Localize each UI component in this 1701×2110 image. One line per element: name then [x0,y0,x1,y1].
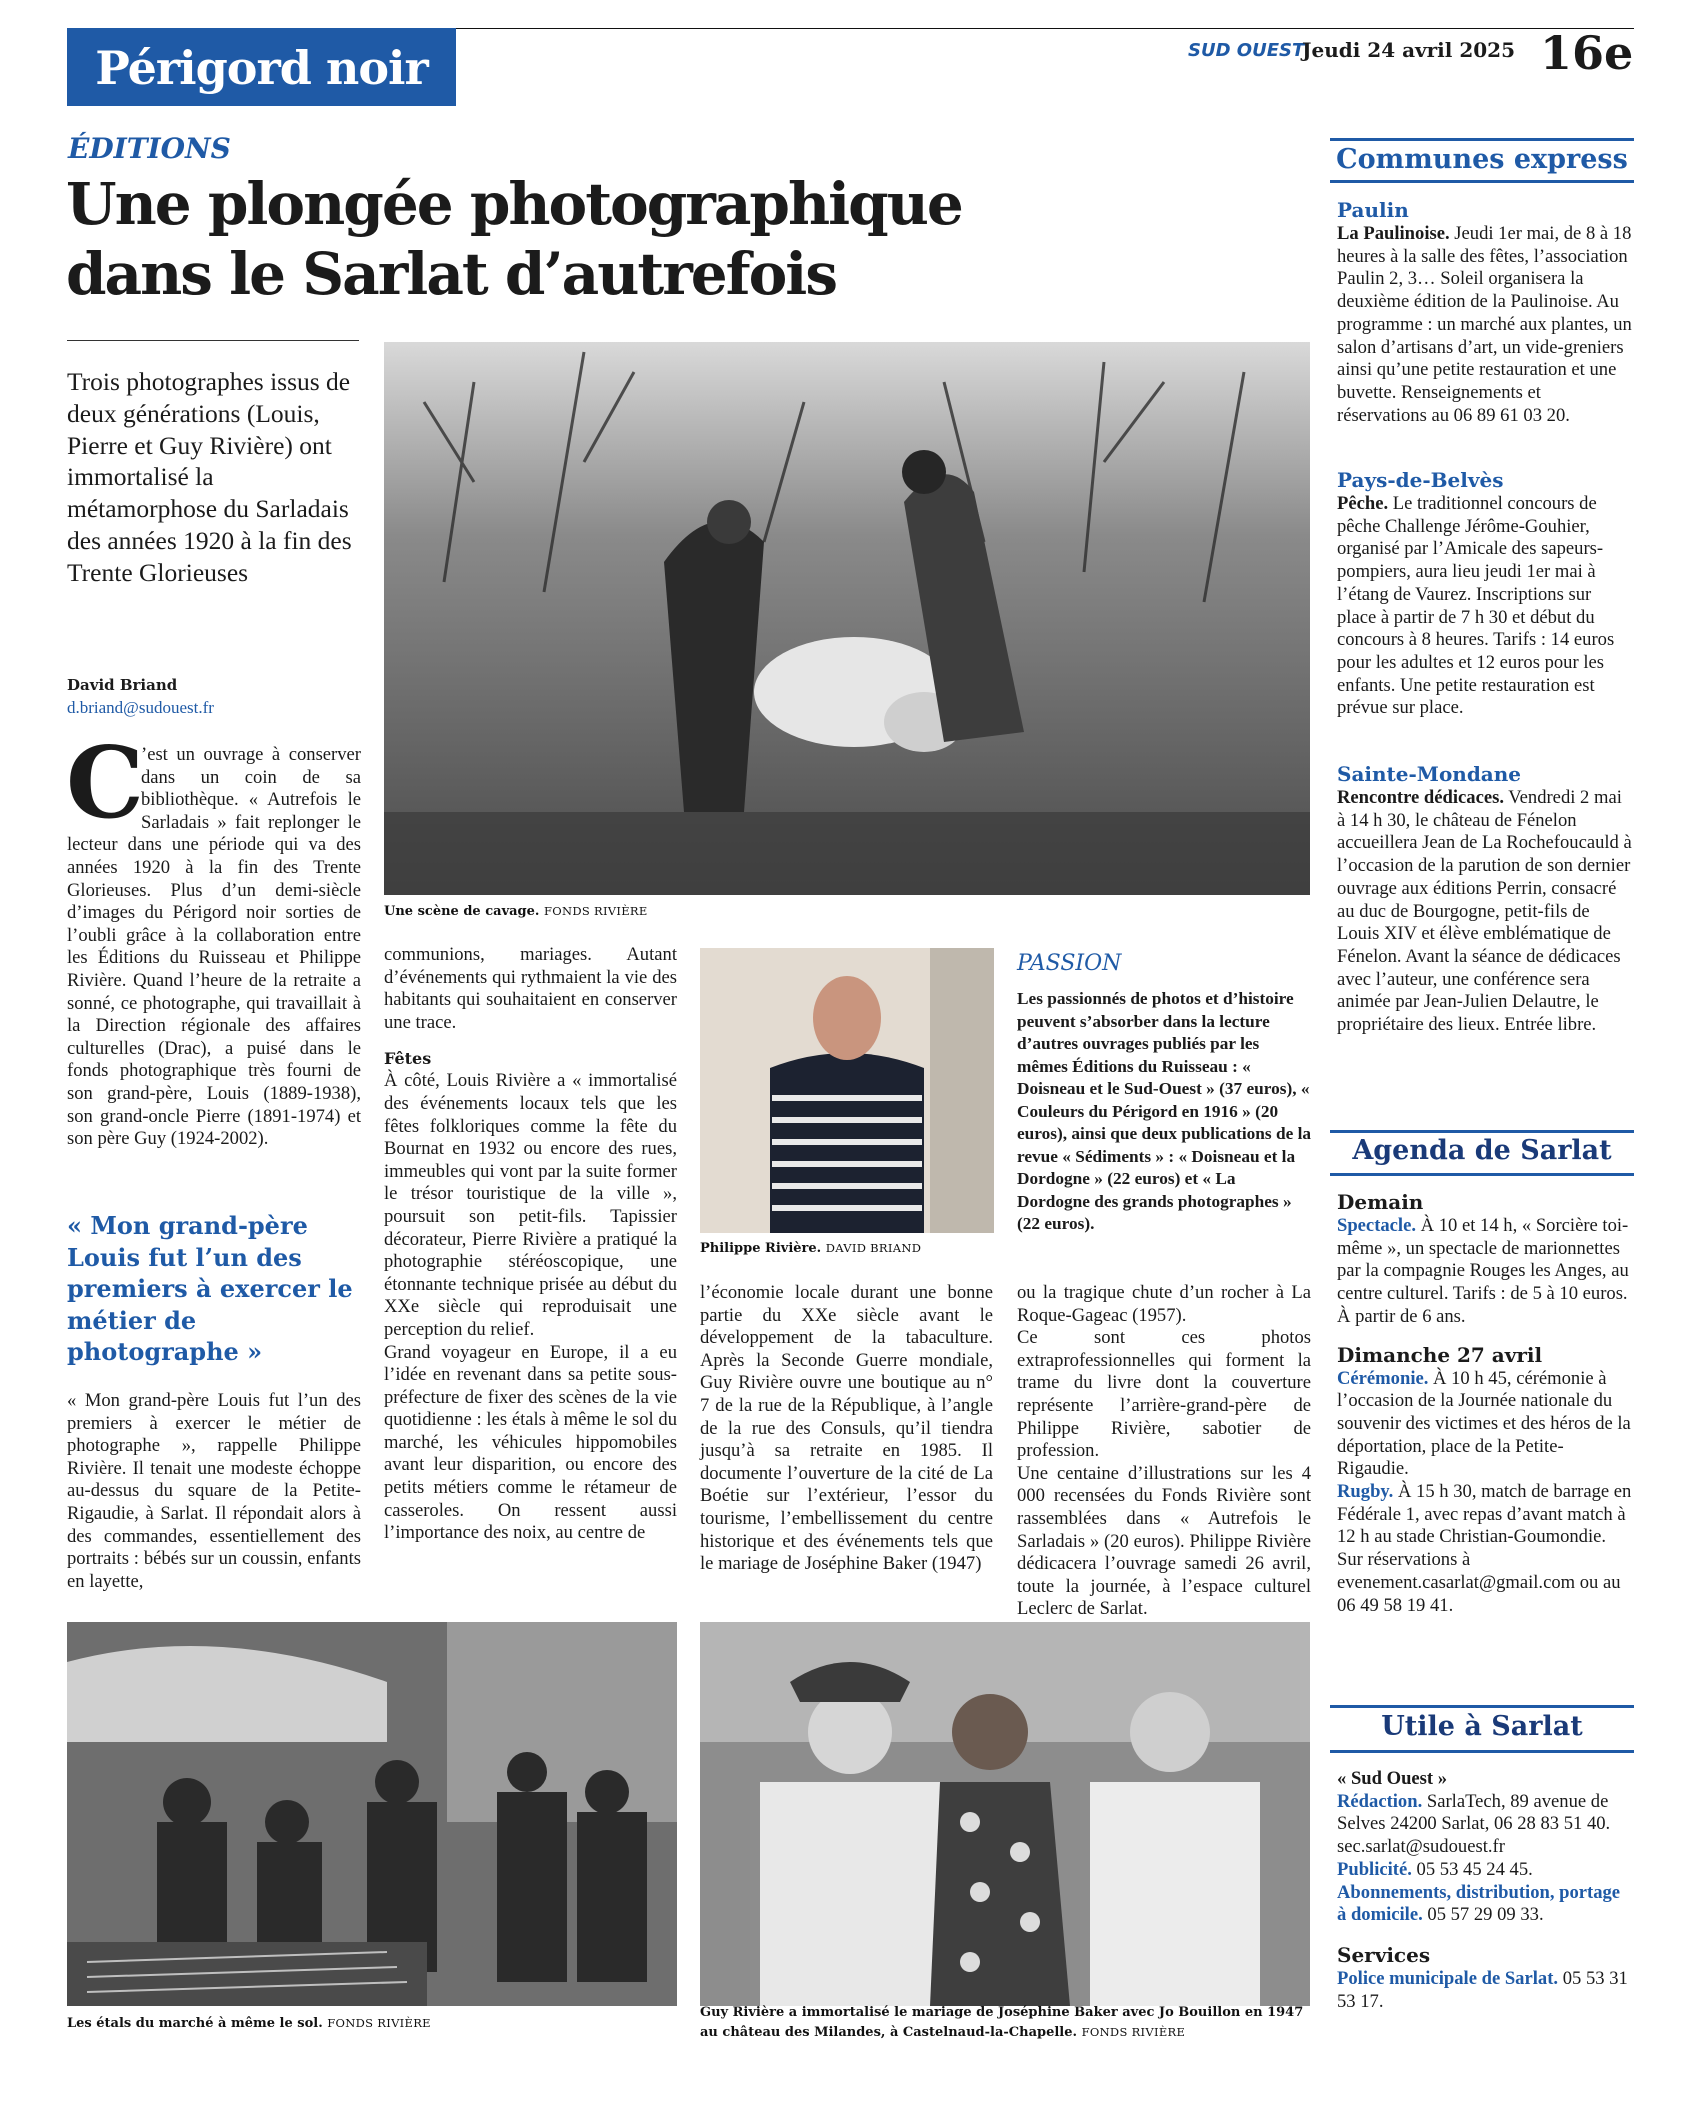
item-lead: La Paulinoise. [1337,223,1450,244]
section-title: Périgord noir [95,41,428,95]
caption-text: Philippe Rivière. [700,1241,822,1256]
lede-rule [67,340,359,341]
communes-title: Communes express [1336,144,1628,175]
paper-name: SUD OUEST [1188,40,1305,61]
agenda-text: À 10 et 14 h, « Sorcière toi-même », un spectacle de marionnettes par la compagnie Rouges les Anges, au centre culturel. Tarifs : de 5 à 10 euros. À partir de 6 ans. [1337,1215,1629,1327]
agenda-keyword: Rugby. [1337,1481,1394,1503]
paragraph: ou la tragique chute d’un rocher à La Roque-Gageac (1957). [1017,1282,1311,1326]
photo-josephine-baker-wedding [700,1622,1310,2006]
utile-title: Utile à Sarlat [1381,1711,1583,1742]
agenda-day: Dimanche 27 avril [1337,1342,1543,1367]
utile-keyword: Police municipale de Sarlat. [1337,1967,1559,1989]
agenda-text: À 10 h 45, cérémonie à l’occasion de la Journée nationale du souvenir des victimes et des héros de la déportation, place de la Petite-Rigaudie. [1337,1367,1631,1480]
caption-photo4-line1: Guy Rivière a immortalisé le mariage de Joséphine Baker avec Jo Bouillon en 1947 [700,2005,1304,2020]
agenda-rule-top [1330,1130,1634,1133]
item-lead: Rencontre dédicaces. [1337,787,1504,808]
commune-sainte-mondane [1337,762,1633,1037]
caption-text: Les étals du marché à même le sol. [67,2016,323,2031]
communes-rule-top [1330,138,1634,141]
caption-photo4-line2 [700,2023,1185,2042]
commune-name: Paulin [1337,198,1409,222]
header-rule [456,28,1634,29]
utile-text: 05 53 45 24 45. [1416,1858,1533,1880]
caption-photo2 [700,1239,921,1258]
utile-keyword: Rédaction. [1337,1790,1423,1812]
caption-photo1 [384,902,648,921]
headline-line1: Une plongée photographique [66,170,962,238]
utile-text: 05 53 31 53 17. [1337,1967,1628,2012]
item-text: Le traditionnel concours de pêche Challenge Jérôme-Gouhier, organisé par l’Amicale des sapeurs-pompiers, aura lieu jeudi 1er mai à l’étang de Vaurez. Inscriptions sur place à partir de 7 h 30 et début du concours à 8 heures. Tarifs : 14 euros pour les adultes et 12 euros pour les enfants. Une petite restauration est prévue sur place. [1337,493,1615,719]
issue-date: Jeudi 24 avril 2025 [1302,38,1516,62]
agenda-keyword: Cérémonie. [1337,1367,1429,1389]
item-lead: Pêche. [1337,493,1389,514]
utile-text: 05 57 29 09 33. [1427,1904,1544,1926]
utile-rule-top [1330,1705,1634,1708]
paragraph: communions, mariages. Autant d’événements qui rythmaient la vie des habitants qui souhaitaient en conserver une trace. [384,944,677,1033]
photo-philippe-riviere [700,948,994,1233]
body-col1-p2: « Mon grand-père Louis fut l’un des premiers à exercer le métier de photographe », rappelle Philippe Rivière. Il tenait une modeste échoppe au-dessus du square de la Petite-Rigaudie, à Sarlat. Il répondait alors à des commandes, essentiellement des portraits : bébés sur un coussin, enfants en layette, [67,1390,361,1592]
utile-keyword: Publicité. [1337,1858,1412,1880]
utile-paper: « Sud Ouest » [1337,1768,1448,1789]
lede: Trois photographes issus de deux générations (Louis, Pierre et Guy Rivière) ont immortalisé la métamorphose du Sarladais des années 1920 à la fin des Trente Glorieuses [67,367,352,587]
commune-name: Sainte-Mondane [1337,762,1522,786]
paragraph: Ce sont ces photos extraprofessionnelles qui forment la trame du livre dont la couverture représente l’arrière-grand-père de Philippe Rivière, sabotier de profession. [1017,1327,1311,1462]
body-col3: l’économie locale durant une bonne partie du XXe siècle avant le développement de la tabaculture. Après la Seconde Guerre mondiale, Guy Rivière ouvre une boutique au n° 7 de la rue de la République, à l’angle de la rue des Consuls, qu’il tiendra jusqu’à sa retraite en 1985. Il documente l’ouverture de la cité de La Boétie sur l’extérieur, l’essor du tourisme, l’embellissement du centre historique et des événements tels que le mariage de Joséphine Baker (1947) [700,1282,993,1575]
caption-credit: DAVID BRIAND [825,1241,922,1255]
agenda-list [1337,1190,1633,1617]
subheading: Fêtes [384,1049,432,1069]
photo-truffle-hunting [384,342,1310,895]
body-col2 [384,944,677,1545]
agenda-keyword: Spectacle. [1337,1215,1416,1236]
caption-text: au château des Milandes, à Castelnaud-la-Chapelle. [700,2025,1078,2040]
services-heading: Services [1337,1942,1431,1967]
paragraph: ’est un ouvrage à conserver dans un coin de sa bibliothèque. « Autrefois le Sarladais » fait replonger le lecteur dans une période qui va des années 1920 à la fin des Trente Glorieuses. Plus d’un demi-siècle d’images du Périgord noir sorties de l’oubli grâce à la collaboration entre les Éditions du Ruisseau et Philippe Rivière. Quand l’heure de la retraite a sonné, ce photographe, qui travaillait à la Direction régionale des affaires culturelles (Drac), a puisé dans le fonds photographique très fourni de son grand-père, Louis (1889-1938), son grand-oncle Pierre (1891-1974) et son père Guy (1924-2002). [67,744,361,1150]
caption-credit: FONDS RIVIÈRE [543,904,648,918]
body-col1-p1 [67,744,361,1151]
caption-text: Une scène de cavage. [384,904,540,919]
author: David Briand [67,676,178,694]
commune-name: Pays-de-Belvès [1337,468,1504,492]
commune-belves [1337,468,1633,720]
utile-keyword: Abonnements, distribution, portage à domicile. [1337,1881,1621,1926]
commune-paulin [1337,198,1633,427]
photo-market [67,1622,677,2006]
headline-line2: dans le Sarlat d’autrefois [66,240,836,308]
caption-credit: FONDS RIVIÈRE [1081,2025,1186,2039]
paragraph: Grand voyageur en Europe, il a eu l’idée en revenant dans sa petite sous-préfecture de fixer des scènes de la vie quotidienne : les étals à même le sol du marché, les véhicules hippomobiles avant leur disparition, ou encore des petits métiers comme le rétameur de casseroles. On ressent aussi l’importance des noix, au centre de [384,1341,677,1544]
utile-rule-bottom [1330,1750,1634,1753]
passion-text: Les passionnés de photos et d’histoire peuvent s’absorber dans la lecture d’autres ouvrages publiés par les mêmes Éditions du Ruisseau : « Doisneau et le Sud-Ouest » (37 euros), « Couleurs du Périgord en 1916 » (20 euros), ainsi que deux publications de la revue « Sédiments » : « Doisneau et la Dordogne » (22 euros) et « La Dordogne des grands photographes » (22 euros). [1017,989,1312,1233]
author-email[interactable]: d.briand@sudouest.fr [67,698,214,717]
agenda-day: Demain [1337,1190,1424,1214]
kicker: ÉDITIONS [68,132,231,165]
agenda-text: À 15 h 30, match de barrage en Fédérale 1, avec repas d’avant match à 12 h au stade Christian-Goumondie. Sur réservations à evenement.casarlat@gmail.com ou au 06 49 58 19 41. [1337,1481,1632,1616]
paragraph: À côté, Louis Rivière a « immortalisé des événements locaux tels que les fêtes folkloriques comme la fête du Bournat en 1932 ou encore des rues, immeubles qui vont par la suite former le trésor touristique de la ville », poursuit son petit-fils. Tapissier décorateur, Pierre Rivière a pratiqué la photographie stéréoscopique, une étonnante technique prisée au début du XXe siècle qui reproduisait une perception du relief. [384,1070,677,1340]
body-col4 [1017,1282,1311,1621]
utile-list [1337,1768,1633,2013]
caption-photo3 [67,2014,431,2033]
paragraph: Une centaine d’illustrations sur les 4 000 recensées du Fonds Rivière sont rassemblées dans « Autrefois le Sarladais » (20 euros). Philippe Rivière dédicacera l’ouvrage samedi 26 avril, toute la journée, à l’espace culturel Leclerc de Sarlat. [1017,1462,1311,1620]
item-text: Vendredi 2 mai à 14 h 30, le château de Fénelon accueillera Jean de La Rochefoucauld à l’occasion de la parution de son dernier ouvrage aux éditions Perrin, consacré au duc de Bourgogne, petit-fils de Louis XIV et élève emblématique de Fénelon. Avant la séance de dédicaces avec l’auteur, une conférence sera animée par Jean-Julien Delautre, le propriétaire des lieux. Entrée libre. [1337,787,1632,1036]
communes-rule-bottom [1330,180,1634,183]
utile-text: SarlaTech, 89 avenue de Selves 24200 Sarlat, 06 28 83 51 40. sec.sarlat@sudouest.fr [1337,1790,1611,1858]
item-text: Jeudi 1er mai, de 8 à 18 heures à la salle des fêtes, l’association Paulin 2, 3… Soleil organisera la deuxième édition de la Paulinoise. Au programme : un marché aux plantes, un salon d’artisans d’art, un vide-greniers ainsi qu’une petite restauration et une buvette. Renseignements et réservations au 06 89 61 03 20. [1337,223,1632,426]
agenda-title: Agenda de Sarlat [1352,1135,1612,1166]
passion-kicker: PASSION [1017,951,1122,976]
agenda-rule-bottom [1330,1173,1634,1176]
pull-quote: « Mon grand-père Louis fut l’un des premiers à exercer le métier de photographe » [67,1211,353,1366]
page-number: 16e [1540,26,1634,80]
caption-credit: FONDS RIVIÈRE [327,2016,431,2030]
drop-cap: C [66,726,144,841]
